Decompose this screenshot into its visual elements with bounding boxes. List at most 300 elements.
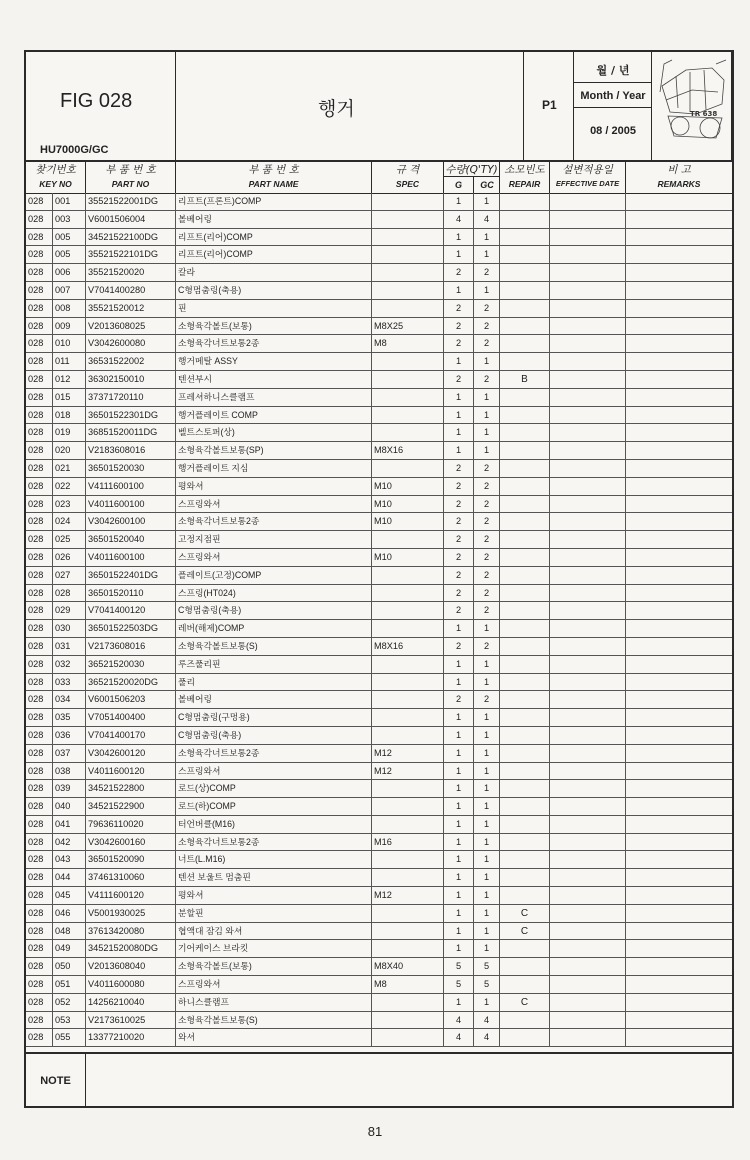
repair-cell <box>500 193 550 210</box>
qty-gc-cell: 1 <box>474 620 500 637</box>
qty-g-cell: 1 <box>444 709 474 726</box>
table-row <box>26 727 732 745</box>
fig-cell: 028 <box>26 834 53 851</box>
part-name-cell: 소형육각볼트(보통) <box>176 318 372 335</box>
spec-cell <box>372 851 444 868</box>
part-name-cell: 루즈풀리핀 <box>176 656 372 673</box>
machine-label: TR 638 <box>690 110 718 118</box>
table-row <box>26 442 732 460</box>
qty-gc-cell: 2 <box>474 638 500 655</box>
effective-date-cell <box>550 353 626 370</box>
qty-gc-cell: 2 <box>474 300 500 317</box>
qty-gc-cell: 1 <box>474 442 500 459</box>
part-name-cell: 소형육각볼트보통(SP) <box>176 442 372 459</box>
qty-gc-cell: 2 <box>474 335 500 352</box>
key-cell: 055 <box>53 1029 86 1046</box>
qty-gc-cell: 2 <box>474 318 500 335</box>
spec-cell: M8 <box>372 335 444 352</box>
qty-g-cell: 1 <box>444 869 474 886</box>
remarks-cell <box>626 834 732 851</box>
effective-date-cell <box>550 763 626 780</box>
spec-cell: M10 <box>372 478 444 495</box>
remarks-cell <box>626 282 732 299</box>
key-cell: 044 <box>53 869 86 886</box>
spec-cell <box>372 407 444 424</box>
fig-cell: 028 <box>26 585 53 602</box>
table-row <box>26 602 732 620</box>
qty-gc-cell: 1 <box>474 745 500 762</box>
remarks-cell <box>626 1012 732 1029</box>
key-cell: 009 <box>53 318 86 335</box>
qty-gc-cell: 1 <box>474 424 500 441</box>
part-name-cell: 로드(상)COMP <box>176 780 372 797</box>
part-no-cell: 36501522401DG <box>86 567 176 584</box>
spec-cell <box>372 300 444 317</box>
qty-g-cell: 2 <box>444 638 474 655</box>
table-row <box>26 353 732 371</box>
qty-g-cell: 2 <box>444 691 474 708</box>
repair-cell <box>500 1029 550 1046</box>
remarks-cell <box>626 976 732 993</box>
remarks-cell <box>626 763 732 780</box>
part-no-cell: V7041400280 <box>86 282 176 299</box>
fig-cell: 028 <box>26 300 53 317</box>
table-row <box>26 478 732 496</box>
qty-g-cell: 2 <box>444 567 474 584</box>
fig-cell: 028 <box>26 335 53 352</box>
part-no-cell: V4111600100 <box>86 478 176 495</box>
part-name-cell: 행거메탈 ASSY <box>176 353 372 370</box>
remarks-cell <box>626 780 732 797</box>
qty-g-cell: 1 <box>444 851 474 868</box>
table-row <box>26 994 732 1012</box>
part-no-cell: 34521520080DG <box>86 940 176 957</box>
effective-date-cell <box>550 585 626 602</box>
part-no-cell: V4011600080 <box>86 976 176 993</box>
key-cell: 035 <box>53 709 86 726</box>
part-name-cell: 기어케이스 브라킷 <box>176 940 372 957</box>
qty-g-cell: 1 <box>444 923 474 940</box>
remarks-cell <box>626 318 732 335</box>
table-row <box>26 424 732 442</box>
remarks-cell <box>626 211 732 228</box>
repair-cell <box>500 282 550 299</box>
effective-date-cell <box>550 709 626 726</box>
part-name-cell: 볼베어링 <box>176 211 372 228</box>
table-row <box>26 620 732 638</box>
fig-cell: 028 <box>26 976 53 993</box>
qty-g-cell: 1 <box>444 353 474 370</box>
spec-cell <box>372 674 444 691</box>
fig-cell: 028 <box>26 211 53 228</box>
part-name-cell: 벨트스토퍼(상) <box>176 424 372 441</box>
qty-gc-cell: 1 <box>474 407 500 424</box>
part-no-cell: 36501520030 <box>86 460 176 477</box>
part-no-cell: V7041400120 <box>86 602 176 619</box>
part-name-cell: 스프링와셔 <box>176 549 372 566</box>
qty-gc-cell: 2 <box>474 567 500 584</box>
qty-gc-cell: 1 <box>474 780 500 797</box>
effective-date-cell <box>550 976 626 993</box>
repair-cell <box>500 567 550 584</box>
remarks-cell <box>626 727 732 744</box>
model-number: HU7000G/GC <box>40 144 109 156</box>
spec-cell: M10 <box>372 549 444 566</box>
key-cell: 042 <box>53 834 86 851</box>
key-cell: 006 <box>53 264 86 281</box>
remarks-cell <box>626 193 732 210</box>
part-no-cell: 34521522100DG <box>86 229 176 246</box>
key-cell: 031 <box>53 638 86 655</box>
spec-cell <box>372 211 444 228</box>
repair-cell <box>500 335 550 352</box>
qty-g-cell: 1 <box>444 407 474 424</box>
part-name-cell: 소형육각너트보통2종 <box>176 834 372 851</box>
spec-cell <box>372 869 444 886</box>
key-cell: 012 <box>53 371 86 388</box>
qty-gc-cell: 1 <box>474 869 500 886</box>
part-no-cell: 36302150010 <box>86 371 176 388</box>
qty-g-cell: 5 <box>444 958 474 975</box>
repair-cell <box>500 478 550 495</box>
repair-cell: C <box>500 905 550 922</box>
repair-cell <box>500 389 550 406</box>
col-repair: 소모빈도 REPAIR <box>500 160 550 193</box>
key-cell: 034 <box>53 691 86 708</box>
spec-cell <box>372 923 444 940</box>
part-name-cell: 스프링와셔 <box>176 496 372 513</box>
spec-cell: M8X16 <box>372 442 444 459</box>
table-row <box>26 585 732 603</box>
repair-cell <box>500 229 550 246</box>
part-name-cell: 소형육각볼트(보통) <box>176 958 372 975</box>
part-no-cell: V3042600080 <box>86 335 176 352</box>
spec-cell <box>372 585 444 602</box>
qty-gc-cell: 1 <box>474 851 500 868</box>
effective-date-cell <box>550 869 626 886</box>
remarks-cell <box>626 923 732 940</box>
spec-cell: M12 <box>372 887 444 904</box>
remarks-cell <box>626 496 732 513</box>
fig-cell: 028 <box>26 282 53 299</box>
month-year-en: Month / Year <box>580 90 646 102</box>
qty-g-cell: 1 <box>444 994 474 1011</box>
spec-cell: M8X40 <box>372 958 444 975</box>
spec-cell <box>372 1012 444 1029</box>
repair-cell <box>500 958 550 975</box>
col-qty-gc: GC <box>474 176 500 193</box>
spec-cell <box>372 424 444 441</box>
qty-gc-cell: 1 <box>474 798 500 815</box>
table-row <box>26 229 732 247</box>
note-section <box>26 1052 732 1108</box>
table-row <box>26 496 732 514</box>
repair-cell: C <box>500 994 550 1011</box>
qty-g-cell: 2 <box>444 371 474 388</box>
qty-gc-cell: 1 <box>474 923 500 940</box>
key-cell: 027 <box>53 567 86 584</box>
part-no-cell: V6001506004 <box>86 211 176 228</box>
table-row <box>26 851 732 869</box>
effective-date-cell <box>550 994 626 1011</box>
table-row <box>26 318 732 336</box>
effective-date-cell <box>550 567 626 584</box>
part-no-cell: V7041400170 <box>86 727 176 744</box>
qty-g-cell: 1 <box>444 887 474 904</box>
part-name-cell: 터언버클(M16) <box>176 816 372 833</box>
key-cell: 003 <box>53 211 86 228</box>
part-name-cell: 칼라 <box>176 264 372 281</box>
col-qty: 수량(Q'TY) G GC <box>444 160 500 193</box>
remarks-cell <box>626 940 732 957</box>
part-name-cell: 너트(L.M16) <box>176 851 372 868</box>
key-cell: 038 <box>53 763 86 780</box>
qty-g-cell: 1 <box>444 798 474 815</box>
part-no-cell: 35521522101DG <box>86 246 176 263</box>
effective-date-cell <box>550 1029 626 1046</box>
spec-cell <box>372 193 444 210</box>
part-name-cell: 플레이트(고정)COMP <box>176 567 372 584</box>
effective-date-cell <box>550 923 626 940</box>
repair-cell <box>500 513 550 530</box>
fig-cell: 028 <box>26 851 53 868</box>
spec-cell <box>372 1029 444 1046</box>
key-cell: 050 <box>53 958 86 975</box>
part-no-cell: V7051400400 <box>86 709 176 726</box>
key-cell: 046 <box>53 905 86 922</box>
effective-date-cell <box>550 1012 626 1029</box>
table-row <box>26 905 732 923</box>
key-cell: 018 <box>53 407 86 424</box>
fig-cell: 028 <box>26 638 53 655</box>
table-row <box>26 923 732 941</box>
part-no-cell: 35521520020 <box>86 264 176 281</box>
key-cell: 036 <box>53 727 86 744</box>
spec-cell: M16 <box>372 834 444 851</box>
qty-gc-cell: 1 <box>474 940 500 957</box>
remarks-cell <box>626 602 732 619</box>
key-cell: 053 <box>53 1012 86 1029</box>
fig-cell: 028 <box>26 869 53 886</box>
part-name-cell: C형멈춤링(축용) <box>176 282 372 299</box>
remarks-cell <box>626 691 732 708</box>
table-row <box>26 407 732 425</box>
qty-gc-cell: 2 <box>474 691 500 708</box>
repair-cell <box>500 869 550 886</box>
qty-gc-cell: 2 <box>474 585 500 602</box>
table-row <box>26 567 732 585</box>
table-row <box>26 816 732 834</box>
repair-cell <box>500 496 550 513</box>
fig-cell: 028 <box>26 407 53 424</box>
qty-gc-cell: 1 <box>474 246 500 263</box>
part-no-cell: V2173610025 <box>86 1012 176 1029</box>
col-key: 찾기번호 KEY NO <box>26 160 86 193</box>
fig-cell: 028 <box>26 816 53 833</box>
remarks-cell <box>626 1029 732 1046</box>
part-no-cell: V3042600120 <box>86 745 176 762</box>
qty-g-cell: 1 <box>444 674 474 691</box>
remarks-cell <box>626 264 732 281</box>
qty-g-cell: 1 <box>444 282 474 299</box>
column-header-row <box>26 160 732 194</box>
repair-cell <box>500 318 550 335</box>
remarks-cell <box>626 371 732 388</box>
harvester-icon <box>656 56 730 156</box>
qty-g-cell: 2 <box>444 585 474 602</box>
part-no-cell: 37371720110 <box>86 389 176 406</box>
repair-cell <box>500 353 550 370</box>
fig-cell: 028 <box>26 478 53 495</box>
qty-gc-cell: 2 <box>474 371 500 388</box>
effective-date-cell <box>550 691 626 708</box>
qty-gc-cell: 1 <box>474 905 500 922</box>
part-no-cell: 36521520020DG <box>86 674 176 691</box>
repair-cell <box>500 264 550 281</box>
fig-cell: 028 <box>26 798 53 815</box>
table-row <box>26 869 732 887</box>
remarks-cell <box>626 513 732 530</box>
part-no-cell: 34521522800 <box>86 780 176 797</box>
fig-cell: 028 <box>26 460 53 477</box>
table-row <box>26 1029 732 1047</box>
figure-number: FIG 028 <box>60 90 133 112</box>
spec-cell <box>372 531 444 548</box>
remarks-cell <box>626 531 732 548</box>
part-no-cell: 36501520040 <box>86 531 176 548</box>
fig-cell: 028 <box>26 780 53 797</box>
qty-g-cell: 2 <box>444 478 474 495</box>
spec-cell: M12 <box>372 745 444 762</box>
spec-cell <box>372 264 444 281</box>
qty-g-cell: 1 <box>444 656 474 673</box>
key-cell: 010 <box>53 335 86 352</box>
effective-date-cell <box>550 851 626 868</box>
remarks-cell <box>626 335 732 352</box>
qty-gc-cell: 2 <box>474 602 500 619</box>
qty-g-cell: 4 <box>444 1012 474 1029</box>
part-name-cell: C형멈춤링(축용) <box>176 602 372 619</box>
remarks-cell <box>626 994 732 1011</box>
qty-g-cell: 1 <box>444 193 474 210</box>
key-cell: 029 <box>53 602 86 619</box>
qty-g-cell: 4 <box>444 1029 474 1046</box>
qty-g-cell: 2 <box>444 264 474 281</box>
remarks-cell <box>626 638 732 655</box>
col-spec: 규 격 SPEC <box>372 160 444 193</box>
key-cell: 030 <box>53 620 86 637</box>
qty-g-cell: 4 <box>444 211 474 228</box>
part-name-cell: C형멈춤링(축용) <box>176 727 372 744</box>
remarks-cell <box>626 958 732 975</box>
table-row <box>26 246 732 264</box>
fig-cell: 028 <box>26 905 53 922</box>
effective-date-cell <box>550 513 626 530</box>
table-row <box>26 763 732 781</box>
part-no-cell: 36521520030 <box>86 656 176 673</box>
table-row <box>26 709 732 727</box>
part-no-cell: V3042600100 <box>86 513 176 530</box>
spec-cell: M8X25 <box>372 318 444 335</box>
key-cell: 037 <box>53 745 86 762</box>
fig-cell: 028 <box>26 442 53 459</box>
part-no-cell: V2013608025 <box>86 318 176 335</box>
fig-cell: 028 <box>26 353 53 370</box>
key-cell: 032 <box>53 656 86 673</box>
remarks-cell <box>626 460 732 477</box>
fig-cell: 028 <box>26 709 53 726</box>
qty-g-cell: 1 <box>444 246 474 263</box>
qty-gc-cell: 1 <box>474 709 500 726</box>
issue-date: 08 / 2005 <box>590 125 636 137</box>
col-part-no: 부 품 번 호 PART NO <box>86 160 176 193</box>
remarks-cell <box>626 424 732 441</box>
table-row <box>26 745 732 763</box>
table-row <box>26 780 732 798</box>
effective-date-cell <box>550 300 626 317</box>
key-cell: 019 <box>53 424 86 441</box>
effective-date-cell <box>550 549 626 566</box>
repair-cell <box>500 976 550 993</box>
parts-sheet <box>24 50 734 1108</box>
key-cell: 024 <box>53 513 86 530</box>
table-row <box>26 513 732 531</box>
key-cell: 051 <box>53 976 86 993</box>
repair-cell <box>500 549 550 566</box>
key-cell: 011 <box>53 353 86 370</box>
repair-cell <box>500 780 550 797</box>
qty-gc-cell: 2 <box>474 460 500 477</box>
effective-date-cell <box>550 229 626 246</box>
key-cell: 007 <box>53 282 86 299</box>
table-row <box>26 1012 732 1030</box>
part-name-cell: 행거플레이트 COMP <box>176 407 372 424</box>
spec-cell: M8 <box>372 976 444 993</box>
part-no-cell: V4011600100 <box>86 496 176 513</box>
effective-date-cell <box>550 371 626 388</box>
repair-cell: B <box>500 371 550 388</box>
qty-g-cell: 2 <box>444 460 474 477</box>
qty-g-cell: 1 <box>444 442 474 459</box>
qty-gc-cell: 2 <box>474 496 500 513</box>
key-cell: 043 <box>53 851 86 868</box>
part-no-cell: 36501520110 <box>86 585 176 602</box>
effective-date-cell <box>550 264 626 281</box>
remarks-cell <box>626 798 732 815</box>
spec-cell <box>372 282 444 299</box>
table-row <box>26 193 732 211</box>
fig-cell: 028 <box>26 549 53 566</box>
spec-cell <box>372 246 444 263</box>
part-no-cell: 79636110020 <box>86 816 176 833</box>
col-qty-g: G <box>444 176 474 193</box>
fig-cell: 028 <box>26 371 53 388</box>
effective-date-cell <box>550 905 626 922</box>
qty-gc-cell: 4 <box>474 1029 500 1046</box>
fig-cell: 028 <box>26 887 53 904</box>
part-no-cell: 35521522001DG <box>86 193 176 210</box>
repair-cell <box>500 709 550 726</box>
repair-cell <box>500 442 550 459</box>
repair-cell <box>500 585 550 602</box>
effective-date-cell <box>550 834 626 851</box>
part-name-cell: 소형육각볼트보통(S) <box>176 1012 372 1029</box>
effective-date-cell <box>550 958 626 975</box>
col-remarks: 비 고 REMARKS <box>657 164 701 189</box>
repair-cell <box>500 300 550 317</box>
qty-g-cell: 2 <box>444 531 474 548</box>
remarks-cell <box>626 300 732 317</box>
